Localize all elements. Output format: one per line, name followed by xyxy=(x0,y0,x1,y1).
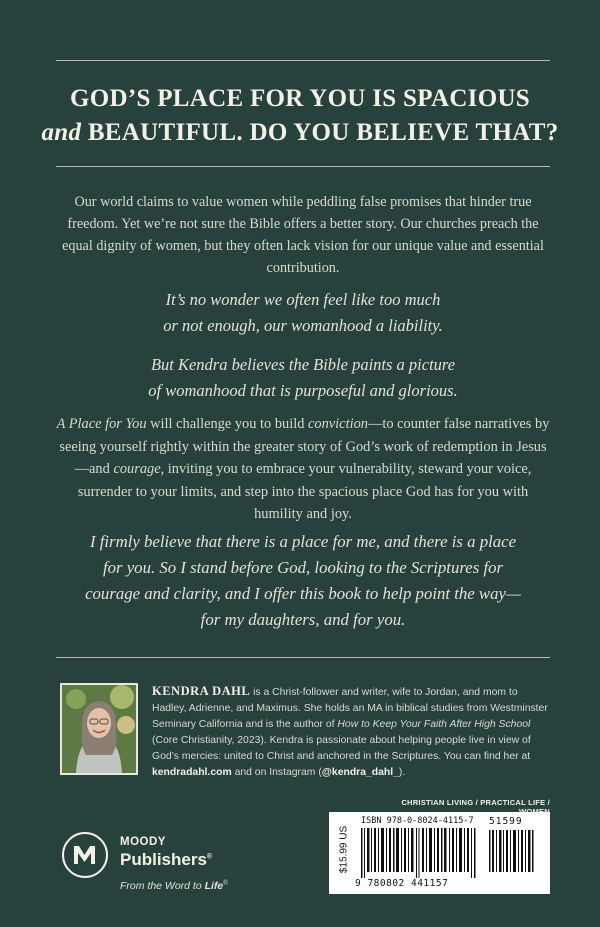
author-bio: KENDRA DAHL is a Christ-follower and writer, wife to Jordan, and mom to Hadley, Adrienne, and Maximus. She holds an MA in biblical studies from Westminster Seminary California and is the author of How to Keep Your Faith After High School (Core Christianity, 2023). Kendra is passionate about helping people live in view of God’s mercies: united to Christ and anchored in the Scriptures. You can find her at kendradahl.com and on Instagram (@kendra_dahl_). xyxy=(152,684,548,778)
moody-logo xyxy=(62,832,108,878)
headline-line1: GOD’S PLACE FOR YOU IS SPACIOUS xyxy=(69,85,531,112)
moody-m-icon xyxy=(64,834,105,875)
headline-line2: and BEAUTIFUL. DO YOU BELIEVE THAT? xyxy=(41,119,559,146)
bio-divider xyxy=(56,657,550,658)
courage-word: courage xyxy=(113,461,161,477)
isbn-barcode xyxy=(361,828,476,878)
previous-book-title: How to Keep Your Faith After High School xyxy=(337,719,531,730)
publisher-name-line2: Publishers® xyxy=(120,850,213,869)
price-label: $15.99 US xyxy=(338,825,350,874)
author-website[interactable]: kendradahl.com xyxy=(152,767,232,778)
headline-italic-word: and xyxy=(41,119,82,146)
italic-paragraph-1: It’s no wonder we often feel like too much or not enough, our womanhood a liability. xyxy=(163,290,443,335)
book-title: A Place for You xyxy=(56,416,147,432)
publisher-tagline: From the Word to Life® xyxy=(120,880,228,892)
description-paragraph: A Place for You will challenge you to build conviction—to counter false narratives by seeing yourself rightly within the greater story of God’s work of redemption in Jesus—and courage, inviting you to embrace your vulnerability, steward your voice, surrender to your limits, and step into the spacious place God has for you with humility and joy. xyxy=(56,416,550,522)
barcode-box xyxy=(329,812,550,894)
isbn-label: ISBN 978-0-8024-4115-7 xyxy=(361,816,474,826)
author-quote: I firmly believe that there is a place for me, and there is a place for you. So I stand before God, looking to the Scriptures for courage and clarity, and I offer this book to help point the way— for my daughters, and for you. xyxy=(85,532,521,629)
conviction-word: conviction xyxy=(308,416,368,432)
top-divider xyxy=(56,60,550,61)
headline-divider xyxy=(56,166,550,167)
ean-number: 9 780802 441157 xyxy=(355,878,449,889)
headline xyxy=(0,82,600,150)
italic-paragraph-2: But Kendra believes the Bible paints a picture of womanhood that is purposeful and glorious. xyxy=(148,355,458,400)
addon-barcode xyxy=(489,830,535,872)
author-photo xyxy=(60,683,138,775)
author-portrait-icon xyxy=(62,685,136,773)
publisher-name-line1: MOODY xyxy=(120,836,166,848)
author-instagram[interactable]: @kendra_dahl_ xyxy=(321,767,399,778)
intro-paragraph: Our world claims to value women while peddling false promises that hinder true freedom. Yet we’re not sure the Bible offers a better story. Our churches preach the equal dignity of women, but they often lack vision for our unique value and essential contribution. xyxy=(62,194,544,276)
addon-number: 51599 xyxy=(489,816,523,827)
author-name: KENDRA DAHL xyxy=(152,684,251,698)
category-label: CHRISTIAN LIVING / PRACTICAL LIFE / xyxy=(401,798,550,807)
